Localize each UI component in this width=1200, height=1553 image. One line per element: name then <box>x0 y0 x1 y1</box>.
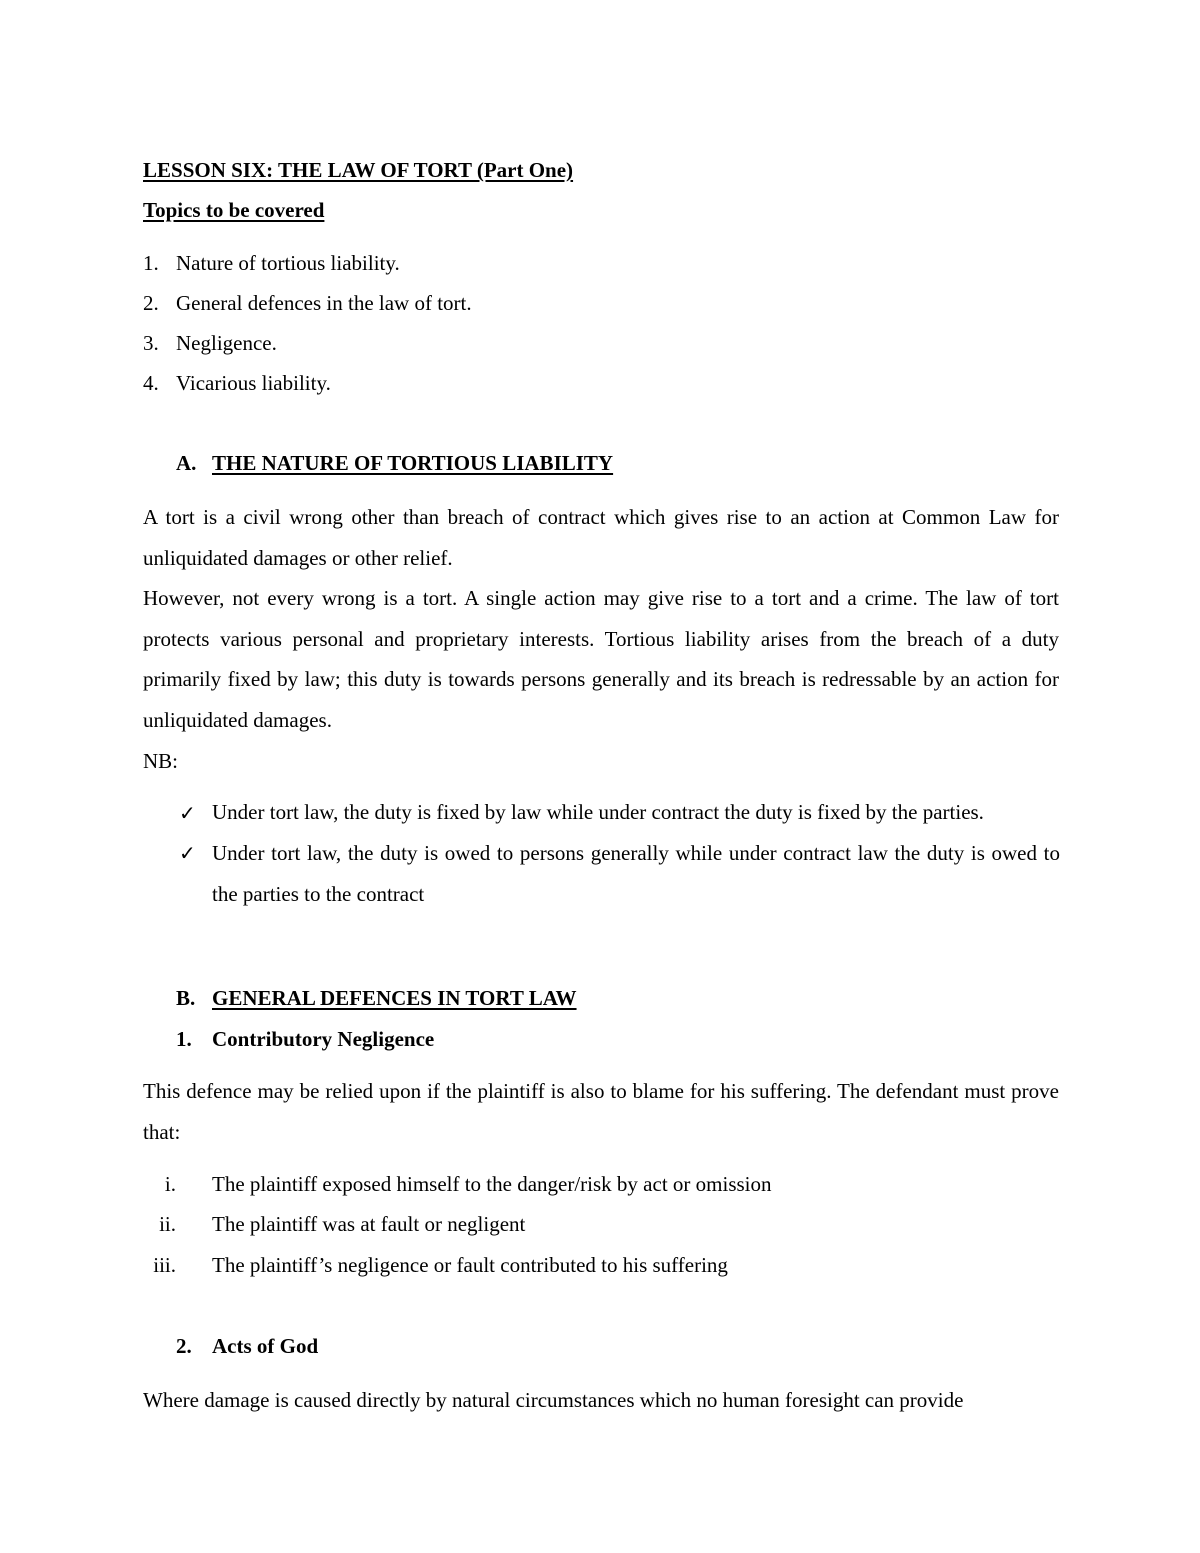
topic-item: Vicarious liability. <box>176 371 331 395</box>
defence-heading-acts-of-god: Acts of God <box>212 1334 319 1358</box>
proof-item: The plaintiff’s negligence or fault contributed to his suffering <box>212 1253 728 1277</box>
topic-number: 3. <box>143 331 159 355</box>
proof-item: The plaintiff was at fault or negligent <box>212 1212 526 1236</box>
topics-heading: Topics to be covered <box>143 198 325 222</box>
section-a-paragraph-2: However, not every wrong is a tort. A single action may give rise to a tort and a crime. The law of tort protects various personal and proprietary interests. Tortious liability arises from the breach of a duty primarily fixed by law; this duty is towards persons generally and its breach is redressable by an action for unliquidated damages. <box>143 586 1059 732</box>
contributory-negligence-paragraph: This defence may be relied upon if the plaintiff is also to blame for his suffering. The defendant must prove that: <box>143 1079 1059 1144</box>
section-a-letter: A. <box>176 451 197 475</box>
section-b-heading: GENERAL DEFENCES IN TORT LAW <box>212 986 577 1010</box>
roman-numeral: ii. <box>159 1212 176 1236</box>
topic-number: 1. <box>143 251 159 275</box>
nb-bullet: Under tort law, the duty is fixed by law while under contract the duty is fixed by the parties. <box>212 800 984 824</box>
checkmark-icon: ✓ <box>179 801 196 825</box>
defence-number: 2. <box>176 1334 192 1358</box>
checkmark-icon: ✓ <box>179 841 196 865</box>
topic-item: Nature of tortious liability. <box>176 251 400 275</box>
roman-numeral: iii. <box>153 1253 176 1277</box>
nb-label: NB: <box>143 749 179 773</box>
nb-bullet: Under tort law, the duty is owed to persons generally while under contract law the duty is owed to the parties to the contract <box>212 841 1060 906</box>
topic-item: Negligence. <box>176 331 277 355</box>
lesson-title: LESSON SIX: THE LAW OF TORT (Part One) <box>143 158 574 182</box>
section-b-letter: B. <box>176 986 196 1010</box>
proof-item: The plaintiff exposed himself to the danger/risk by act or omission <box>212 1172 772 1196</box>
defence-number: 1. <box>176 1027 192 1051</box>
topic-item: General defences in the law of tort. <box>176 291 472 315</box>
section-a-heading: THE NATURE OF TORTIOUS LIABILITY <box>212 451 614 475</box>
section-a-paragraph-1: A tort is a civil wrong other than breach of contract which gives rise to an action at Common Law for unliquidated damages or other relief. <box>143 505 1059 570</box>
topic-number: 4. <box>143 371 159 395</box>
topic-number: 2. <box>143 291 159 315</box>
acts-of-god-paragraph: Where damage is caused directly by natural circumstances which no human foresight can provide <box>143 1388 964 1412</box>
defence-heading-contributory-negligence: Contributory Negligence <box>212 1027 435 1051</box>
roman-numeral: i. <box>164 1172 176 1196</box>
